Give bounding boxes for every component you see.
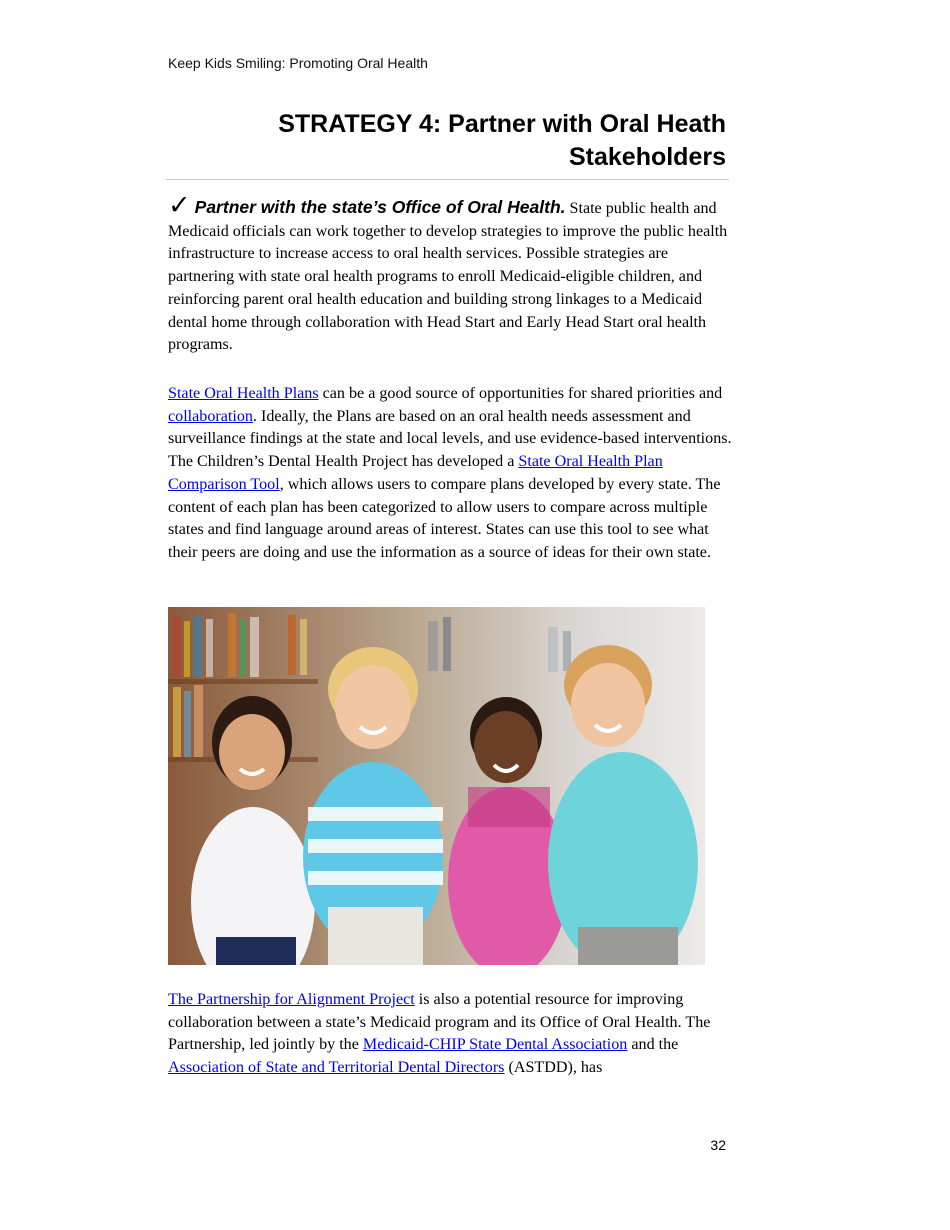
page-number: 32 [710, 1137, 726, 1153]
paragraph-text: and the [627, 1036, 679, 1054]
checkmark-icon: ✓ [168, 190, 191, 221]
running-header: Keep Kids Smiling: Promoting Oral Health [168, 55, 428, 71]
link-state-oral-health-plans[interactable]: State Oral Health Plans [168, 385, 319, 402]
paragraph-text: , which allows users to compare plans developed by every state. The content of each plan has been categorized to allow users to compare across multiple states and find language around areas of interest. States can use this tool to see what their peers are doing and use the information as a source of ideas for their own state. [168, 475, 721, 561]
paragraph-text: . Ideally, the Plans are based on an oral health needs assessment and surveillance findings at the state and local levels, and use evidence-based interventions. The Children’s Dental Health Project has developed a [168, 407, 732, 471]
page-title-line-1: STRATEGY 4: Partner with Oral Heath [278, 110, 726, 138]
link-plan-comparison-tool[interactable]: State Oral Health Plan Comparison Tool [168, 453, 663, 493]
photo-four-children [168, 607, 705, 965]
paragraph-text: can be a good source of opportunities for shared priorities and [318, 385, 723, 402]
link-collaboration[interactable]: collaboration [168, 407, 253, 425]
paragraph-text: (ASTDD), has [504, 1059, 603, 1077]
page-title-line-2: Stakeholders [568, 143, 726, 171]
paragraph-text: State public health and Medicaid officials can work together to develop strategies to improve the public health infrastructure to increase access to oral health services. Possible strategies are partnering with state oral health programs to enroll Medicaid-eligible children, and reinforcing parent oral health education and building strong linkages to a Medicaid dental home through collaboration with Head Start and Early Head Start oral health programs. [168, 200, 728, 354]
paragraph-state-oral-health-plans [168, 383, 738, 565]
link-partnership-for-alignment-project[interactable]: The Partnership for Alignment Project [168, 991, 415, 1008]
paragraph-text: is also a potential resource for improving collaboration between a state’s Medicaid program and its Office of Oral Health. The Partnership, led jointly by the [168, 991, 711, 1054]
link-astdd[interactable]: Association of State and Territorial Dental Directors [168, 1059, 505, 1077]
title-divider [166, 179, 729, 180]
paragraph-office-of-oral-health [168, 190, 738, 357]
link-medicaid-chip-state-dental-association[interactable]: Medicaid-CHIP State Dental Association [362, 1036, 628, 1054]
paragraph-lead-heading: Partner with the state’s Office of Oral Health. [194, 197, 566, 217]
paragraph-partnership-for-alignment [168, 989, 738, 1080]
page-title [168, 108, 726, 174]
